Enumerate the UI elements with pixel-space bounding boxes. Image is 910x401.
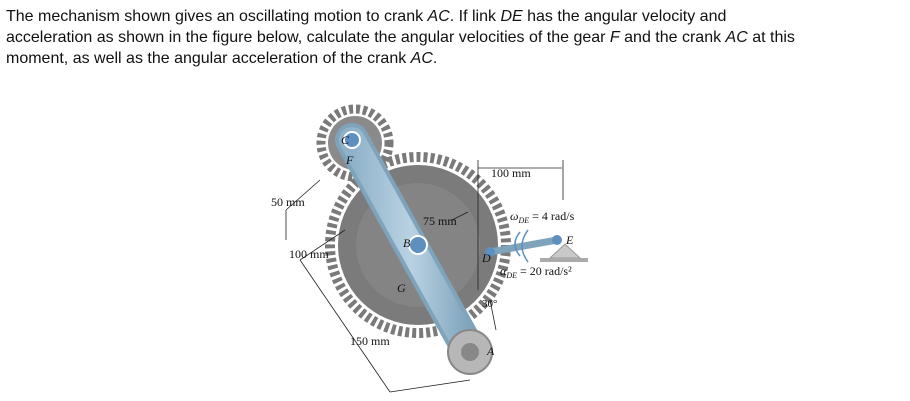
dim-50-label: 50 mm bbox=[271, 195, 305, 209]
alpha-label: $\alpha_{DE} = 20$ rad/s² bbox=[500, 264, 572, 280]
dim-100-left-label: 100 mm bbox=[289, 247, 329, 261]
point-b-label: B bbox=[403, 236, 411, 250]
point-f-label: F bbox=[346, 153, 354, 167]
point-c-label: C bbox=[341, 133, 350, 147]
dim-75-label: 75 mm bbox=[423, 214, 457, 228]
point-g-label: G bbox=[397, 281, 406, 295]
omega-label: $\omega_{DE} = 4$ rad/s bbox=[510, 209, 575, 225]
problem-statement: The mechanism shown gives an oscillating motion to crank AC. If link DE has the angular velocity and acceleration as shown in the figure below, calculate the angular velocities of the gear F and the crank AC at this moment, as well as the angular acceleration of the crank AC. bbox=[6, 8, 795, 67]
point-a-label: A bbox=[487, 344, 495, 358]
dim-100-top-label: 100 mm bbox=[491, 166, 531, 180]
point-d-label: D bbox=[482, 251, 491, 265]
point-e-label: E bbox=[566, 233, 574, 247]
angle-label: 30° bbox=[482, 298, 498, 310]
dim-150-label: 150 mm bbox=[350, 334, 390, 348]
